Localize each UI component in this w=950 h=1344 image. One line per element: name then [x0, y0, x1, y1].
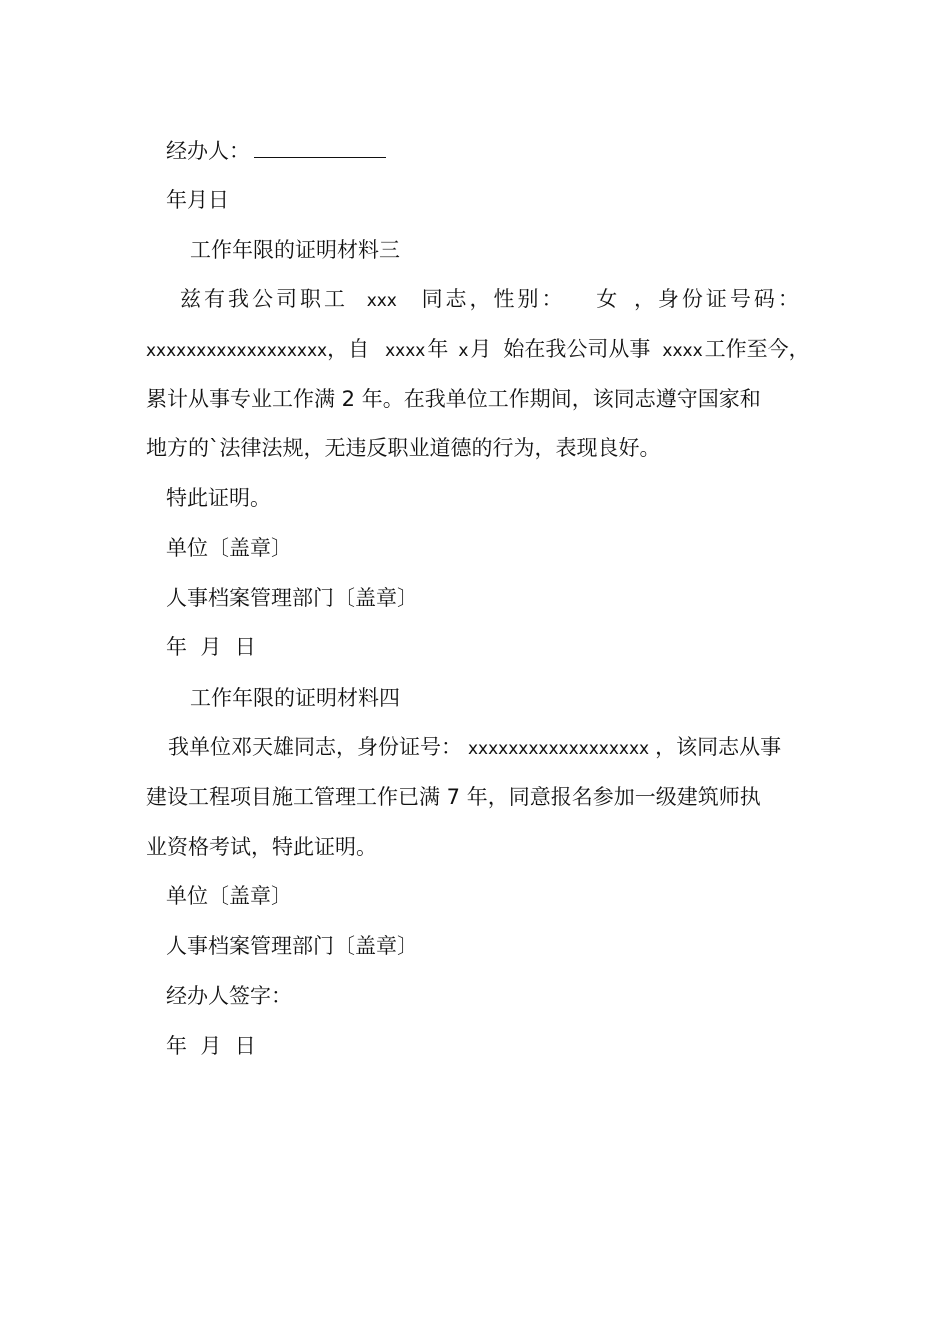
handler-signature-blank	[254, 137, 386, 158]
section4-hr-seal: 人事档案管理部门〔盖章〕	[166, 934, 418, 958]
section3-certify: 特此证明。	[166, 486, 271, 510]
id-number: xxxxxxxxxxxxxxxxxx	[146, 341, 328, 361]
section3-para-line2: xxxxxxxxxxxxxxxxxx，自 xxxx年 x月 始在我公司从事 xxxx工作至今，	[146, 337, 810, 361]
section3-date: 年 月 日	[166, 635, 256, 659]
section4-handler-sign: 经办人签字：	[166, 984, 292, 1008]
handler-label: 经办人：	[166, 139, 250, 163]
handler-line	[166, 136, 386, 166]
section3-para-line4: 地方的`法律法规，无违反职业道德的行为，表现良好。	[146, 436, 661, 460]
section4-para-line1: 我单位邓天雄同志，身份证号： xxxxxxxxxxxxxxxxxx ，该同志从事	[168, 735, 782, 759]
section3-unit-seal: 单位〔盖章〕	[166, 536, 292, 560]
section4-para-line3: 业资格考试，特此证明。	[146, 835, 377, 859]
section4-para-line2: 建设工程项目施工管理工作已满 7 年，同意报名参加一级建筑师执	[146, 785, 761, 809]
id-number-2: xxxxxxxxxxxxxxxxxx	[468, 739, 650, 759]
section4-date: 年 月 日	[166, 1034, 256, 1058]
section4-title: 工作年限的证明材料四	[190, 686, 400, 710]
employee-name: xxx	[366, 291, 397, 311]
section3-para-line1: 兹有我公司职工 xxx 同志，性别： 女 ，身份证号码：	[180, 287, 802, 311]
date-line-1: 年月日	[166, 188, 229, 212]
gender-value: 女	[596, 287, 618, 311]
section4-unit-seal: 单位〔盖章〕	[166, 884, 292, 908]
section3-para-line3: 累计从事专业工作满 2 年。在我单位工作期间，该同志遵守国家和	[146, 387, 761, 411]
section3-hr-seal: 人事档案管理部门〔盖章〕	[166, 586, 418, 610]
section3-title: 工作年限的证明材料三	[190, 238, 400, 262]
